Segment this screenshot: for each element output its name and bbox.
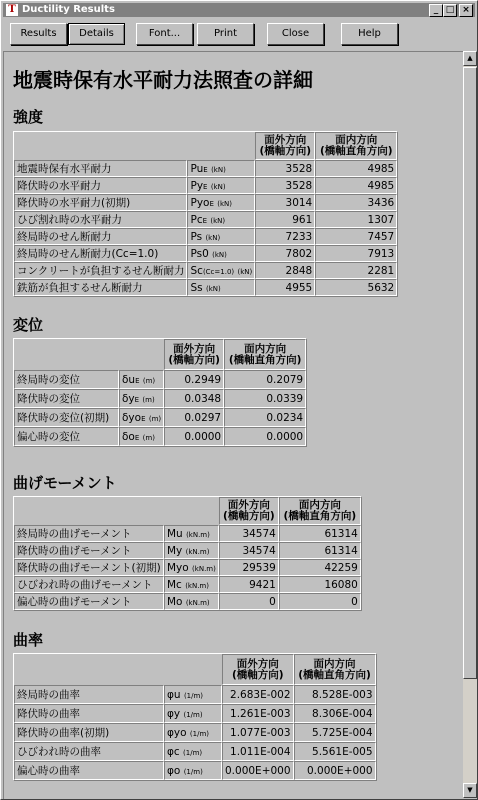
table-row (14, 160, 397, 177)
value-out-of-plane: 0.2949 (164, 370, 224, 389)
row-symbol (187, 211, 255, 228)
table-row (14, 525, 361, 542)
moment-table (13, 496, 362, 611)
col-header-in-plane (315, 132, 397, 160)
scroll-down-icon[interactable]: ▼ (463, 783, 477, 798)
table-row (14, 593, 361, 610)
table-corner (14, 339, 164, 370)
unit-text: (1/m) (183, 748, 203, 757)
value-in-plane: 42259 (279, 559, 361, 576)
strength-heading: 強度 (13, 108, 44, 126)
unit-text: (1/m) (189, 729, 210, 738)
col-header-out-of-plane-title: 面外方向 (173, 342, 216, 355)
row-symbol (187, 228, 255, 245)
symbol-text: δu (122, 373, 136, 386)
value-out-of-plane: 0 (219, 593, 279, 610)
col-header-in-plane-title: 面内方向 (313, 657, 356, 670)
value-out-of-plane: 3528 (255, 177, 315, 194)
row-symbol (164, 576, 219, 593)
value-in-plane: 5.725E-004 (294, 723, 376, 742)
value-in-plane: 4985 (315, 160, 397, 177)
row-symbol (119, 389, 164, 408)
curvature-heading: 曲率 (13, 631, 44, 649)
scroll-up-icon[interactable]: ▲ (463, 51, 477, 66)
row-label: ひびわれ時の曲げモーメント (14, 576, 164, 593)
unit-text: (m) (142, 376, 156, 385)
col-header-in-plane (224, 339, 306, 370)
col-header-out-of-plane-sub: (橋軸方向) (259, 145, 312, 157)
table-row (14, 742, 376, 761)
value-out-of-plane: 4955 (255, 279, 315, 296)
value-out-of-plane: 9421 (219, 576, 279, 593)
col-header-in-plane-title: 面内方向 (335, 134, 378, 146)
row-label: ひびわれ時の曲率 (14, 742, 164, 761)
value-out-of-plane: 2848 (255, 262, 315, 279)
table-row (14, 262, 397, 279)
symbol-text: δyo (122, 411, 142, 424)
value-in-plane: 16080 (279, 576, 361, 593)
results-button[interactable]: Results (10, 23, 67, 45)
app-icon[interactable]: T (6, 4, 18, 16)
table-row (14, 427, 306, 446)
symbol-text: φy (167, 707, 181, 720)
symbol-subscript: E (209, 199, 214, 208)
row-label: 降伏時の水平耐力 (14, 177, 187, 194)
row-symbol (164, 723, 222, 742)
strength-table (13, 131, 398, 297)
col-header-in-plane-sub: (橋軸直角方向) (228, 353, 302, 366)
value-out-of-plane: 3528 (255, 160, 315, 177)
unit-text: (m) (142, 433, 155, 442)
row-symbol (164, 542, 219, 559)
row-symbol (164, 525, 219, 542)
value-out-of-plane: 34574 (219, 542, 279, 559)
unit-text: (kN.m) (185, 581, 209, 590)
row-symbol (187, 160, 255, 177)
close-window-button[interactable]: × (459, 4, 473, 17)
col-header-in-plane-title: 面内方向 (298, 499, 341, 511)
value-out-of-plane: 0.000E+000 (222, 761, 294, 780)
row-label: 鉄筋が負担するせん断耐力 (14, 279, 187, 296)
value-out-of-plane: 1.077E-003 (222, 723, 294, 742)
row-label: 降伏時の変位(初期) (14, 408, 119, 427)
value-in-plane: 0.0000 (224, 427, 306, 446)
col-header-out-of-plane (164, 339, 224, 370)
row-symbol (187, 245, 255, 262)
symbol-text: Sc (190, 264, 203, 277)
symbol-text: Py (190, 179, 204, 192)
value-out-of-plane: 34574 (219, 525, 279, 542)
symbol-text: Pu (190, 162, 204, 175)
table-corner (14, 654, 222, 685)
vertical-scrollbar[interactable] (463, 51, 477, 798)
unit-text: (m) (148, 414, 162, 423)
value-in-plane: 5.561E-005 (294, 742, 376, 761)
row-label: 地震時保有水平耐力 (14, 160, 187, 177)
unit-text: (kN) (217, 199, 233, 208)
scroll-thumb[interactable] (463, 67, 477, 679)
table-row (14, 761, 376, 780)
symbol-subscript: E (135, 376, 140, 385)
displacement-heading: 変位 (13, 316, 44, 334)
value-in-plane: 2281 (315, 262, 397, 279)
table-row (14, 685, 376, 704)
value-out-of-plane: 7802 (255, 245, 315, 262)
symbol-subscript: E (134, 433, 140, 442)
symbol-subscript: E (202, 216, 208, 225)
unit-text: (kN) (212, 250, 227, 259)
row-label: コンクリートが負担するせん断耐力 (14, 262, 187, 279)
symbol-text: δo (122, 430, 135, 443)
value-in-plane: 5632 (315, 279, 397, 296)
row-symbol (164, 704, 222, 723)
table-corner (14, 497, 219, 525)
symbol-text: δy (122, 392, 135, 405)
col-header-out-of-plane (255, 132, 315, 160)
value-in-plane: 0.2079 (224, 370, 306, 389)
row-symbol (187, 177, 255, 194)
table-row (14, 559, 361, 576)
unit-text: (1/m) (183, 710, 203, 719)
table-row (14, 211, 397, 228)
value-in-plane: 3436 (315, 194, 397, 211)
symbol-text: Ss (190, 281, 203, 294)
table-row (14, 279, 397, 296)
table-corner (14, 132, 255, 160)
row-symbol (164, 761, 222, 780)
symbol-subscript: E (134, 395, 140, 404)
value-out-of-plane: 29539 (219, 559, 279, 576)
col-header-in-plane-title: 面内方向 (244, 342, 287, 355)
row-symbol (187, 194, 255, 211)
row-label: 終局時のせん断耐力(Cc=1.0) (14, 245, 187, 262)
symbol-subscript: E (203, 182, 208, 191)
row-label: 降伏時の曲率 (14, 704, 164, 723)
unit-text: (kN.m) (192, 564, 216, 573)
col-header-in-plane-sub: (橋軸直角方向) (298, 668, 371, 681)
row-symbol (187, 279, 255, 296)
title-bar[interactable] (3, 3, 475, 17)
details-view (3, 51, 463, 799)
row-symbol (164, 593, 219, 610)
col-header-out-of-plane-sub: (橋軸方向) (231, 668, 284, 681)
symbol-text: Myo (167, 561, 189, 574)
help-button[interactable]: Help (341, 23, 398, 45)
symbol-text: Mo (167, 595, 183, 608)
table-row (14, 370, 306, 389)
row-label: 降伏時の曲率(初期) (14, 723, 164, 742)
row-symbol (164, 742, 222, 761)
symbol-text: Pyo (190, 196, 210, 209)
symbol-text: My (167, 544, 183, 557)
col-header-in-plane-sub: (橋軸直角方向) (283, 510, 357, 522)
value-in-plane: 0.0234 (224, 408, 306, 427)
col-header-out-of-plane (222, 654, 294, 685)
symbol-text: φo (167, 764, 181, 777)
value-in-plane: 8.306E-004 (294, 704, 376, 723)
value-out-of-plane: 1.011E-004 (222, 742, 294, 761)
unit-text: (kN) (210, 182, 226, 191)
row-symbol (119, 408, 164, 427)
unit-text: (kN) (237, 267, 253, 276)
row-symbol (187, 262, 255, 279)
value-in-plane: 1307 (315, 211, 397, 228)
unit-text: (kN.m) (185, 547, 210, 556)
displacement-table (13, 338, 307, 447)
unit-text: (m) (142, 395, 155, 404)
unit-text: (kN) (210, 216, 226, 225)
col-header-in-plane (294, 654, 376, 685)
row-label: 降伏時の変位 (14, 389, 119, 408)
row-label: 降伏時の曲げモーメント(初期) (14, 559, 164, 576)
row-label: ひび割れ時の水平耐力 (14, 211, 187, 228)
details-button[interactable]: Details (68, 23, 125, 45)
symbol-text: Mu (167, 527, 183, 540)
symbol-text: φyo (167, 726, 187, 739)
symbol-text: Pc (190, 213, 203, 226)
close-button[interactable]: Close (267, 23, 324, 45)
row-label: 終局時のせん断耐力 (14, 228, 187, 245)
row-label: 偏心時の曲げモーメント (14, 593, 164, 610)
table-row (14, 194, 397, 211)
unit-text: (kN) (205, 284, 221, 293)
value-in-plane: 0.000E+000 (294, 761, 376, 780)
symbol-text: Mc (167, 578, 182, 591)
row-label: 偏心時の変位 (14, 427, 119, 446)
symbol-text: φu (167, 688, 181, 701)
value-in-plane: 0.0339 (224, 389, 306, 408)
row-label: 終局時の変位 (14, 370, 119, 389)
value-out-of-plane: 7233 (255, 228, 315, 245)
col-header-out-of-plane-title: 面外方向 (227, 499, 270, 511)
value-out-of-plane: 3014 (255, 194, 315, 211)
col-header-in-plane (279, 497, 361, 525)
row-label: 終局時の曲げモーメント (14, 525, 164, 542)
unit-text: (kN.m) (185, 598, 210, 607)
col-header-out-of-plane (219, 497, 279, 525)
row-label: 降伏時の水平耐力(初期) (14, 194, 187, 211)
row-label: 降伏時の曲げモーメント (14, 542, 164, 559)
row-symbol (164, 685, 222, 704)
curvature-table (13, 653, 377, 781)
unit-text: (kN.m) (186, 530, 210, 539)
unit-text: (1/m) (183, 767, 203, 776)
row-symbol (119, 427, 164, 446)
minimize-button[interactable]: _ (429, 4, 443, 17)
font-button[interactable]: Font... (136, 23, 193, 45)
value-out-of-plane: 0.0000 (164, 427, 224, 446)
unit-text: (1/m) (183, 691, 204, 700)
print-button[interactable]: Print (197, 23, 254, 45)
row-symbol (119, 370, 164, 389)
value-out-of-plane: 0.0297 (164, 408, 224, 427)
col-header-out-of-plane-sub: (橋軸方向) (168, 353, 220, 366)
value-out-of-plane: 2.683E-002 (222, 685, 294, 704)
col-header-out-of-plane-title: 面外方向 (236, 657, 279, 670)
unit-text: (kN) (205, 233, 221, 242)
symbol-text: Ps (190, 230, 203, 243)
table-row (14, 245, 397, 262)
window-title: Ductility Results (22, 4, 115, 15)
unit-text: (kN) (211, 165, 226, 174)
table-row (14, 704, 376, 723)
page-title: 地震時保有水平耐力法照査の詳細 (13, 68, 313, 92)
symbol-subscript: E (203, 165, 208, 174)
value-out-of-plane: 961 (255, 211, 315, 228)
symbol-text: φc (167, 745, 180, 758)
row-label: 終局時の曲率 (14, 685, 164, 704)
table-row (14, 228, 397, 245)
col-header-out-of-plane-sub: (橋軸方向) (223, 510, 275, 522)
value-out-of-plane: 0.0348 (164, 389, 224, 408)
value-in-plane: 4985 (315, 177, 397, 194)
table-row (14, 576, 361, 593)
table-row (14, 723, 376, 742)
value-in-plane: 7913 (315, 245, 397, 262)
symbol-subscript: E (141, 414, 146, 423)
col-header-in-plane-sub: (橋軸直角方向) (319, 145, 393, 157)
row-symbol (164, 559, 219, 576)
value-in-plane: 8.528E-003 (294, 685, 376, 704)
col-header-out-of-plane-title: 面外方向 (264, 134, 307, 146)
value-in-plane: 7457 (315, 228, 397, 245)
value-out-of-plane: 1.261E-003 (222, 704, 294, 723)
table-row (14, 542, 361, 559)
maximize-button[interactable]: □ (443, 4, 457, 17)
row-label: 偏心時の曲率 (14, 761, 164, 780)
symbol-text: Ps0 (190, 247, 209, 260)
moment-heading: 曲げモーメント (13, 474, 117, 492)
table-row (14, 408, 306, 427)
toolbar (1, 19, 477, 47)
value-in-plane: 61314 (279, 525, 361, 542)
value-in-plane: 61314 (279, 542, 361, 559)
table-row (14, 177, 397, 194)
symbol-subscript: (Cc=1.0) (202, 267, 235, 276)
value-in-plane: 0 (279, 593, 361, 610)
table-row (14, 389, 306, 408)
